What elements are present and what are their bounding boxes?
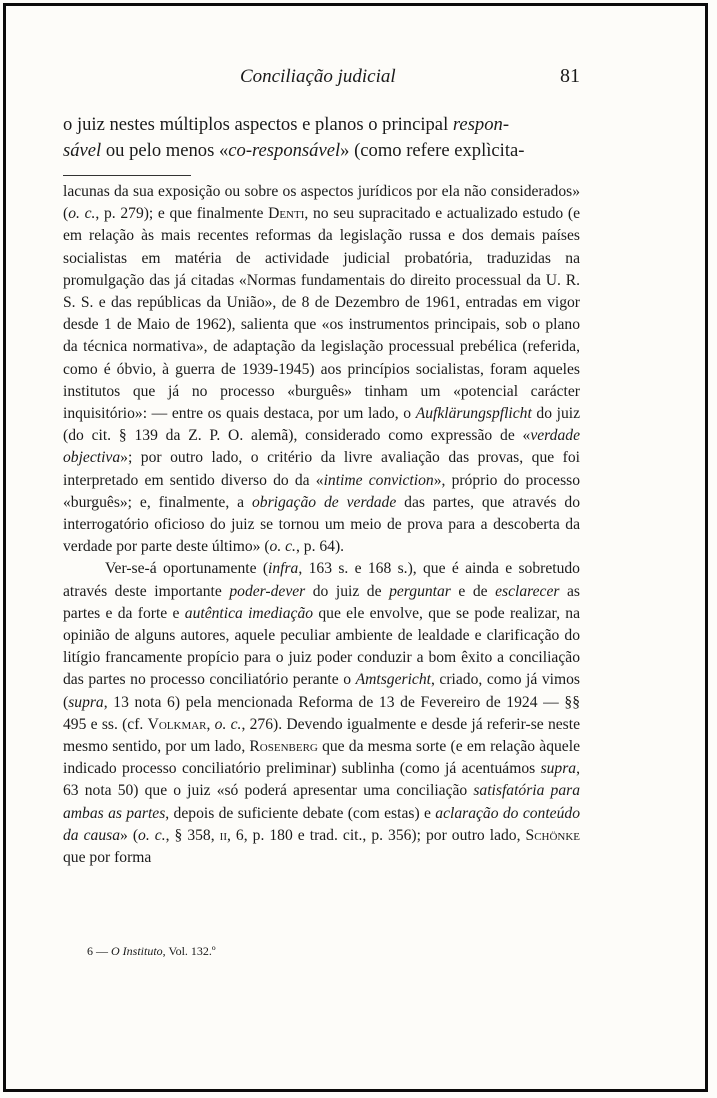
page-number: 81 [560, 65, 580, 87]
author-volkmar: Volkmar [147, 715, 207, 733]
footnote-block [63, 181, 580, 869]
author-rosenberg: Rosenberg [249, 738, 318, 756]
footnote-paragraph-2: Ver-se-á oportunamente (infra, 163 s. e 168 s.), que é ainda e sobretudo através deste importante poder-dever do juiz de perguntar e de esclarecer as partes e da forte e autêntica imediação que ele envolve, que se pode realizar, na opinião de alguns autores, aquele peculiar ambiente de lealdade e clarificação do litígio francamente propício para o juiz poder conduzir a bom êxito a conciliação das partes no processo conciliatório perante o Amtsgericht, criado, como já vimos (supra, 13 nota 6) pela mencionada Reforma de 13 de Fevereiro de 1924 — §§ 495 e ss. (cf. Volkmar, o. c., 276). Devendo igualmente e desde já referir-se neste mesmo sentido, por um lado, Rosenberg que da mesma sorte (e em relação àquele indicado processo conciliatório preliminar) sublinha (como já acentuámos supra, 63 nota 50) que o juiz «só poderá apresentar uma conciliação satisfatória para ambas as partes, depois de suficiente debate (com estas) e aclaração do conteúdo da causa» (o. c., § 358, ii, 6, p. 180 e trad. cit., p. 356); por outro lado, Schönke que por forma [63, 560, 581, 867]
running-header [60, 65, 580, 88]
footnote-paragraph-1: lacunas da sua exposição ou sobre os aspectos jurídicos por ela não considerados» (o. c., p. 279); e que finalmente Denti, no seu supracitado e actualizado estudo (e em relação às mais recentes reformas da legislação russa e dos demais países socialistas em matéria de actividade judicial probatória, traduzidas na promulgação das já citadas «Normas fundamentais do direito processual da U. R. S. S. e das repúblicas da União», de 8 de Dezembro de 1961, entradas em vigor desde 1 de Maio de 1962), salienta que «os instrumentos principais, sob o plano da técnica normativa», de adaptação da legislação processual prebélica (referida, como é óbvio, à guerra de 1939-1945) aos princípios socialistas, foram aqueles institutos que já no processo «burguês» tinham um «potencial carácter inquisitório»: — entre os quais destaca, por um lado, o Aufklärungspflicht do juiz (do cit. § 139 da Z. P. O. alemã), considerado como expressão de «verdade objectiva»; por outro lado, o critério da livre avaliação das provas, que foi interpretado em sentido diverso do da «intime conviction», próprio do processo «burguês»; e, finalmente, a obrigação de verdade das partes, que através do interrogatório oficioso do juiz se tornou um meio de prova para a descoberta da verdade por parte deste último» (o. c., p. 64). [63, 183, 581, 556]
printer-signature: 6 — O Instituto, Vol. 132.º [87, 944, 216, 958]
running-title: Conciliação judicial [240, 66, 396, 87]
main-text: o juiz nestes múltiplos aspectos e planos o principal respon- sável ou pelo menos «co-responsável» (como refere explìcita- [63, 114, 525, 161]
footnote-rule [63, 175, 191, 176]
author-schonke: Schönke [525, 826, 581, 844]
author-denti: Denti [268, 205, 305, 223]
